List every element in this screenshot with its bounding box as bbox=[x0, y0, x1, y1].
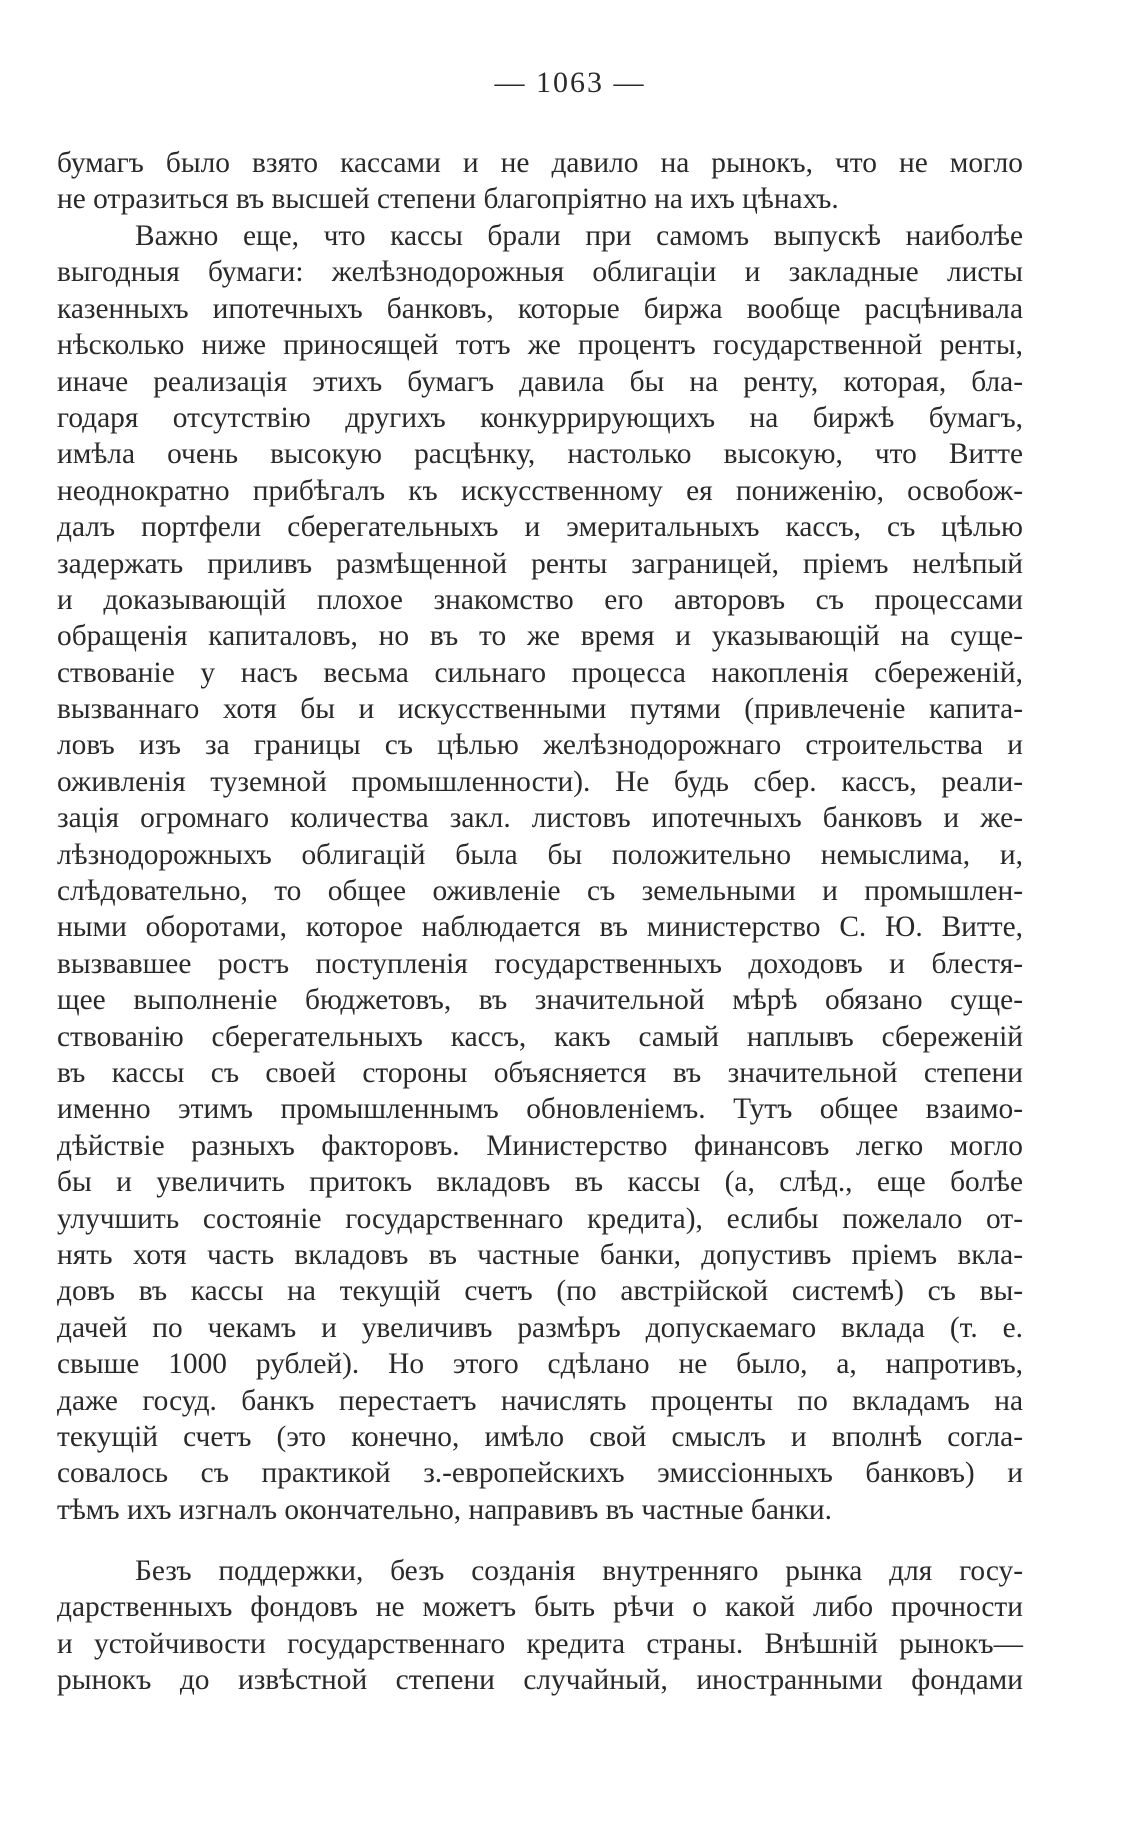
text-line: нять хотя часть вкладовъ въ частные банки, допустивъ пріемъ вкла- bbox=[57, 1238, 1023, 1271]
text-line: вызвавшее ростъ поступленія государственныхъ доходовъ и блестя- bbox=[57, 947, 1023, 980]
text-line: неоднократно прибѣгалъ къ искусственному ея пониженію, освобож- bbox=[57, 474, 1023, 507]
text-line: и устойчивости государственнаго кредита страны. Внѣшній рынокъ— bbox=[57, 1627, 1023, 1660]
text-line: ловъ изъ за границы съ цѣлью желѣзнодорожнаго строительства и bbox=[57, 729, 1023, 762]
text-line: годаря отсутствію другихъ конкуррирующихъ на биржѣ бумагъ, bbox=[57, 401, 1023, 434]
text-line: щее выполненіе бюджетовъ, въ значительной мѣрѣ обязано суще- bbox=[57, 984, 1023, 1017]
text-line: слѣдовательно, то общее оживленіе съ земельными и промышлен- bbox=[57, 875, 1023, 908]
text-line: ствованію сберегательныхъ кассъ, какъ самый наплывъ сбереженій bbox=[57, 1020, 1023, 1053]
text-line: дарственныхъ фондовъ не можетъ быть рѣчи о какой либо прочности bbox=[57, 1591, 1023, 1624]
text-line: бы и увеличить притокъ вкладовъ въ кассы (а, слѣд., еще болѣе bbox=[57, 1166, 1023, 1199]
text-line: дачей по чекамъ и увеличивъ размѣръ допускаемаго вклада (т. е. bbox=[57, 1311, 1023, 1344]
text-line: Безъ поддержки, безъ созданія внутренняго рынка для госу- bbox=[135, 1555, 1023, 1587]
text-line: именно этимъ промышленнымъ обновленіемъ. Тутъ общее взаимо- bbox=[57, 1093, 1023, 1126]
text-line: ствованіе у насъ весьма сильнаго процесса накопленія сбереженій, bbox=[57, 656, 1023, 689]
text-line: выгодныя бумаги: желѣзнодорожныя облигаціи и закладные листы bbox=[57, 256, 1023, 289]
text-line: не отразиться въ высшей степени благопріятно на ихъ цѣнахъ. bbox=[57, 183, 839, 216]
text-line: довъ въ кассы на текущій счетъ (по австрійской системѣ) съ вы- bbox=[57, 1275, 1023, 1308]
text-line: бумагъ было взято кассами и не давило на рынокъ, что не могло bbox=[57, 147, 1023, 179]
text-line: рынокъ до извѣстной степени случайный, иностранными фондами bbox=[57, 1664, 1023, 1697]
text-line: иначе реализація этихъ бумагъ давила бы на ренту, которая, бла- bbox=[57, 365, 1023, 398]
text-line: задержать приливъ размѣщенной ренты заграницей, пріемъ нелѣпый bbox=[57, 547, 1023, 580]
paragraph-continuation bbox=[57, 145, 1023, 218]
text-line: улучшить состояніе государственнаго кредита), еслибы пожелало от- bbox=[57, 1202, 1023, 1235]
text-line: зація огромнаго количества закл. листовъ ипотечныхъ банковъ и же- bbox=[57, 802, 1023, 835]
page-number: — 1063 — bbox=[494, 66, 646, 99]
text-line: даже госуд. банкъ перестаетъ начислять проценты по вкладамъ на bbox=[57, 1384, 1023, 1417]
text-line: нѣсколько ниже приносящей тотъ же процентъ государственной ренты, bbox=[57, 329, 1023, 362]
text-line: далъ портфели сберегательныхъ и эмеритальныхъ кассъ, съ цѣлью bbox=[57, 511, 1023, 544]
text-line: вызваннаго хотя бы и искусственными путями (привлеченіе капита- bbox=[57, 693, 1023, 726]
text-line: ными оборотами, которое наблюдается въ министерство С. Ю. Витте, bbox=[57, 911, 1023, 944]
text-line: казенныхъ ипотечныхъ банковъ, которые биржа вообще расцѣнивала bbox=[57, 292, 1023, 325]
text-line: Важно еще, что кассы брали при самомъ выпускѣ наиболѣе bbox=[135, 220, 1023, 252]
text-line: и доказывающій плохое знакомство его авторовъ съ процессами bbox=[57, 583, 1023, 616]
paragraph-main bbox=[57, 218, 1023, 1528]
text-line: совалось съ практикой з.-европейскихъ эмиссіонныхъ банковъ) и bbox=[57, 1457, 1023, 1490]
text-line: свыше 1000 рублей). Но этого сдѣлано не было, а, напротивъ, bbox=[57, 1348, 1023, 1381]
text-line: въ кассы съ своей стороны объясняется въ значительной степени bbox=[57, 1056, 1023, 1089]
text-line: дѣйствіе разныхъ факторовъ. Министерство финансовъ легко могло bbox=[57, 1129, 1023, 1162]
text-line: лѣзнодорожныхъ облигацій была бы положительно немыслима, и, bbox=[57, 838, 1023, 871]
text-line: обращенія капиталовъ, но въ то же время и указывающій на суще- bbox=[57, 620, 1023, 653]
text-line: имѣла очень высокую расцѣнку, настолько высокую, что Витте bbox=[57, 438, 1023, 471]
paragraph-final bbox=[57, 1553, 1023, 1699]
text-line: тѣмъ ихъ изгналъ окончательно, направивъ въ частные банки. bbox=[57, 1493, 832, 1526]
text-line: текущій счетъ (это конечно, имѣло свой смыслъ и вполнѣ согла- bbox=[57, 1420, 1023, 1453]
text-line: оживленія туземной промышленности). Не будь сбер. кассъ, реали- bbox=[57, 765, 1023, 798]
